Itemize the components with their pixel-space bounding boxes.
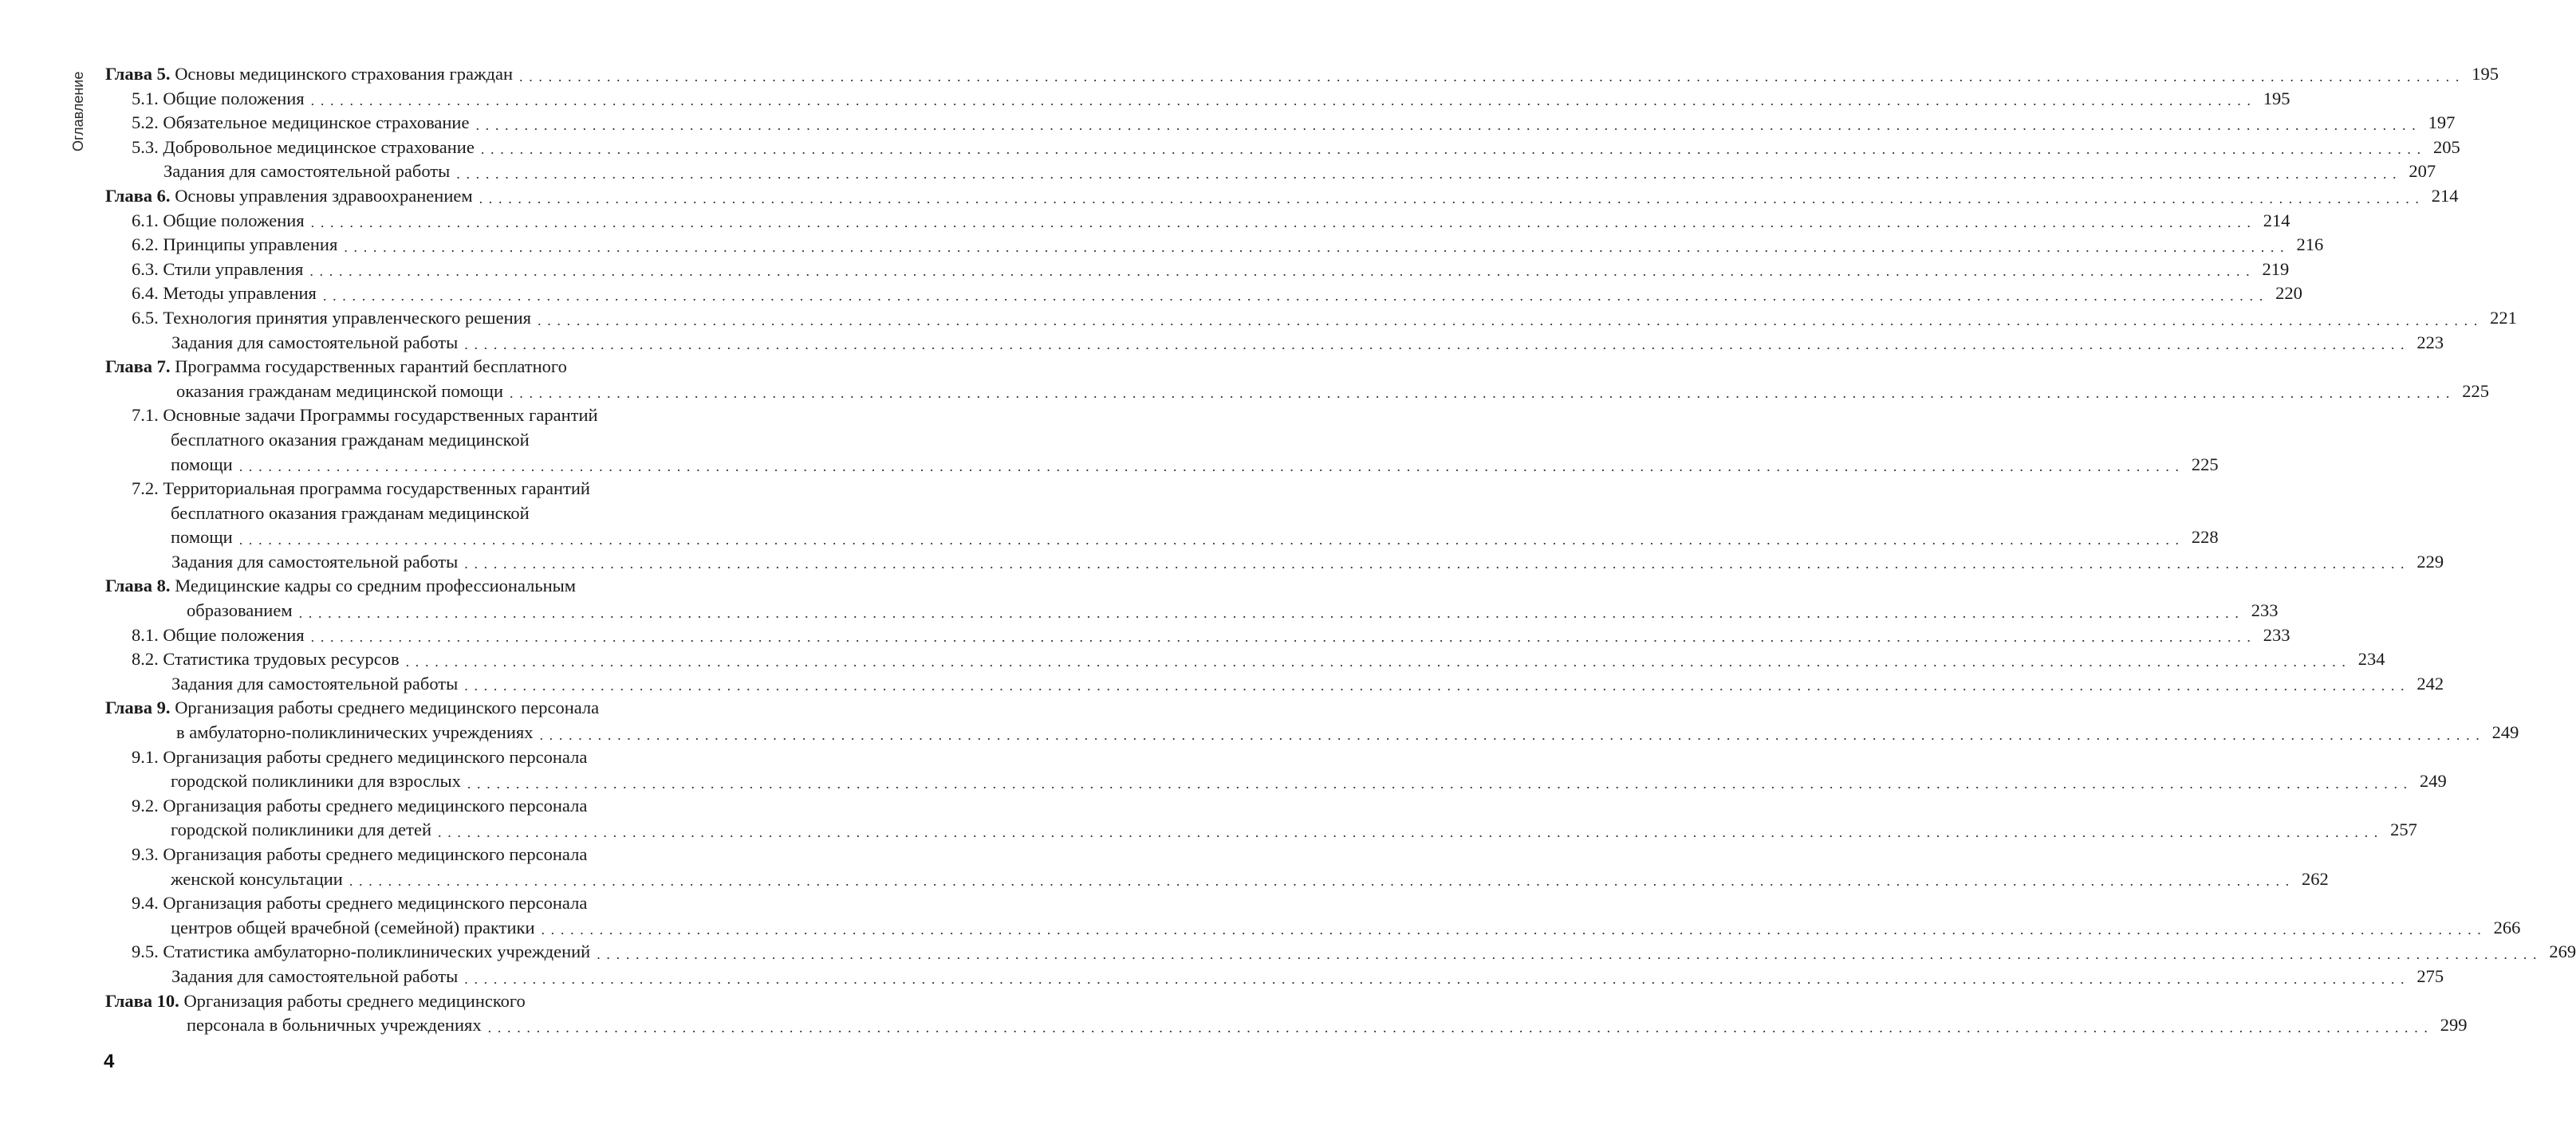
toc-entry bbox=[0, 209, 2290, 234]
toc-entry-title bbox=[105, 989, 526, 1014]
chapter-label: Глава 5. bbox=[105, 64, 171, 84]
toc-entry bbox=[0, 891, 798, 916]
toc-entry bbox=[0, 159, 2436, 184]
toc-entry bbox=[0, 453, 2219, 478]
leader-dots: . . . . . . . . . . . . . . . . . . . . . . . . . . . . . . . . . . . . . . . . . . . . . . . . . . . . . . . . . . . . . . . . . . . . . . . . . . . . . . . . . . . . . . . . . . . . . . . . . . . . . . . . . . . . . . . . . . . . . . . . . . . . . . . . . . . . . . . . . . . . . . . . . . . . . . . . . . . . . . . . . . . . . . . . . . . . . . . . . . . . . . . . . . . . . . . . . . . . . . . . bbox=[344, 238, 2286, 255]
leader-dots: . . . . . . . . . . . . . . . . . . . . . . . . . . . . . . . . . . . . . . . . . . . . . . . . . . . . . . . . . . . . . . . . . . . . . . . . . . . . . . . . . . . . . . . . . . . . . . . . . . . . . . . . . . . . . . . . . . . . . . . . . . . . . . . . . . . . . . . . . . . . . . . . . . . . . . . . . . . . . . . . . . . . . . . . . . . . . . . . . . . . . . . . . . . . . . . . . . . . . . . . bbox=[464, 678, 2406, 694]
chapter-label: Глава 9. bbox=[105, 698, 171, 718]
leader-dots: . . . . . . . . . . . . . . . . . . . . . . . . . . . . . . . . . . . . . . . . . . . . . . . . . . . . . . . . . . . . . . . . . . . . . . . . . . . . . . . . . . . . . . . . . . . . . . . . . . . . . . . . . . . . . . . . . . . . . . . . . . . . . . . . . . . . . . . . . . . . . . . . . . . . . . . . . . . . . . . . . . . . . . . . . . . . . . . . . . . . . . . . . . . . . . . . . . . . . . . . bbox=[238, 531, 2180, 548]
toc-entry-title bbox=[132, 843, 587, 867]
toc-entry-title bbox=[132, 209, 305, 234]
toc-entry bbox=[0, 184, 2459, 209]
toc-entry-page: 233 bbox=[2251, 600, 2279, 621]
toc-entry bbox=[0, 281, 2302, 306]
toc-entry-text: Задания для самостоятельной работы bbox=[171, 551, 459, 572]
toc-entry-page: 225 bbox=[2191, 454, 2219, 474]
leader-dots: . . . . . . . . . . . . . . . . . . . . . . . . . . . . . . . . . . . . . . . . . . . . . . . . . . . . . . . . . . . . . . . . . . . . . . . . . . . . . . . . . . . . . . . . . . . . . . . . . . . . . . . . . . . . . . . . . . . . . . . . . . . . . . . . . . . . . . . . . . . . . . . . . . . . . . . . . . . . . . . . . . . . . . . . . . . . . . . . . . . . . . . . . . . . . . . . . . . . . . . . bbox=[438, 824, 2379, 840]
toc-entry-page: 234 bbox=[2357, 649, 2385, 670]
toc-entry-text: образованием bbox=[187, 600, 293, 621]
toc-entry-text: Задания для самостоятельной работы bbox=[171, 332, 459, 352]
toc-entry-page: 257 bbox=[2390, 820, 2417, 840]
toc-entry bbox=[0, 257, 2290, 282]
toc-entry bbox=[0, 525, 2219, 550]
toc-entry-page: 242 bbox=[2416, 673, 2444, 694]
toc-entry-title bbox=[105, 184, 473, 209]
toc-entry-text: 7.2. Территориальная программа государственных гарантий bbox=[132, 478, 590, 499]
chapter-label: Глава 10. bbox=[105, 990, 179, 1011]
toc-entry bbox=[0, 355, 798, 379]
toc-entry-text: бесплатного оказания гражданам медицинской bbox=[171, 502, 530, 523]
toc-entry bbox=[0, 769, 2447, 794]
leader-dots: . . . . . . . . . . . . . . . . . . . . . . . . . . . . . . . . . . . . . . . . . . . . . . . . . . . . . . . . . . . . . . . . . . . . . . . . . . . . . . . . . . . . . . . . . . . . . . . . . . . . . . . . . . . . . . . . . . . . . . . . . . . . . . . . . . . . . . . . . . . . . . . . . . . . . . . . . . . . . . . . . . . . . . . . . . . . . . . . . . . . . . . . . . . . . . . . . . . . . . . . bbox=[456, 165, 2398, 182]
leader-dots: . . . . . . . . . . . . . . . . . . . . . . . . . . . . . . . . . . . . . . . . . . . . . . . . . . . . . . . . . . . . . . . . . . . . . . . . . . . . . . . . . . . . . . . . . . . . . . . . . . . . . . . . . . . . . . . . . . . . . . . . . . . . . . . . . . . . . . . . . . . . . . . . . . . . . . . . . . . . . . . . . . . . . . . . . . . . . . . . . . . . . . . . . . . . . . . . . . . . . . . . bbox=[309, 263, 2251, 280]
toc-entry bbox=[0, 843, 798, 867]
toc-entry-title bbox=[171, 501, 530, 526]
toc-entry-page: 214 bbox=[2263, 210, 2290, 230]
leader-dots: . . . . . . . . . . . . . . . . . . . . . . . . . . . . . . . . . . . . . . . . . . . . . . . . . . . . . . . . . . . . . . . . . . . . . . . . . . . . . . . . . . . . . . . . . . . . . . . . . . . . . . . . . . . . . . . . . . . . . . . . . . . . . . . . . . . . . . . . . . . . . . . . . . . . . . . . . . . . . . . . . . . . . . . . . . . . . . . . . . . . . . . . . . . . . . . . . . . . . . . . bbox=[310, 629, 2252, 646]
toc-entry-text: Медицинские кадры со средним профессиональным bbox=[170, 576, 577, 596]
toc-entry-title bbox=[171, 525, 233, 550]
toc-entry bbox=[0, 672, 2444, 697]
leader-dots: . . . . . . . . . . . . . . . . . . . . . . . . . . . . . . . . . . . . . . . . . . . . . . . . . . . . . . . . . . . . . . . . . . . . . . . . . . . . . . . . . . . . . . . . . . . . . . . . . . . . . . . . . . . . . . . . . . . . . . . . . . . . . . . . . . . . . . . . . . . . . . . . . . . . . . . . . . . . . . . . . . . . . . . . . . . . . . . . . . . . . . . . . . . . . . . . . . . . . . . . bbox=[298, 604, 2240, 621]
toc-entry-page: 266 bbox=[2493, 917, 2521, 937]
toc-entry-title bbox=[105, 355, 567, 379]
toc-entry bbox=[0, 550, 2444, 575]
toc-entry-title bbox=[132, 940, 590, 965]
toc-entry-text: Организация работы среднего медицинского bbox=[179, 990, 526, 1011]
toc-entry-title bbox=[171, 916, 534, 941]
toc-entry-title bbox=[105, 62, 513, 87]
toc-entry-text: 9.2. Организация работы среднего медицинского персонала bbox=[132, 795, 588, 816]
toc-entry-title bbox=[132, 891, 587, 916]
toc-entry-page: 225 bbox=[2462, 380, 2489, 401]
chapter-label: Глава 7. bbox=[105, 356, 171, 377]
leader-dots: . . . . . . . . . . . . . . . . . . . . . . . . . . . . . . . . . . . . . . . . . . . . . . . . . . . . . . . . . . . . . . . . . . . . . . . . . . . . . . . . . . . . . . . . . . . . . . . . . . . . . . . . . . . . . . . . . . . . . . . . . . . . . . . . . . . . . . . . . . . . . . . . . . . . . . . . . . . . . . . . . . . . . . . . . . . . . . . . . . . . . . . . . . . . . . . . . . . . . . . . bbox=[464, 556, 2406, 572]
toc-entry-page: 249 bbox=[2491, 722, 2519, 743]
toc-entry-text: 6.5. Технология принятия управленческого решения bbox=[132, 307, 532, 328]
leader-dots: . . . . . . . . . . . . . . . . . . . . . . . . . . . . . . . . . . . . . . . . . . . . . . . . . . . . . . . . . . . . . . . . . . . . . . . . . . . . . . . . . . . . . . . . . . . . . . . . . . . . . . . . . . . . . . . . . . . . . . . . . . . . . . . . . . . . . . . . . . . . . . . . . . . . . . . . . . . . . . . . . . . . . . . . . . . . . . . . . . . . . . . . . . . . . . . . . . . . . . . . bbox=[538, 312, 2479, 328]
toc-entry-title bbox=[163, 159, 450, 184]
toc-entry-text: 5.3. Добровольное медицинское страхование bbox=[132, 136, 475, 157]
toc-entry-page: 269 bbox=[2549, 941, 2576, 962]
toc-entry-title bbox=[171, 867, 343, 892]
leader-dots: . . . . . . . . . . . . . . . . . . . . . . . . . . . . . . . . . . . . . . . . . . . . . . . . . . . . . . . . . . . . . . . . . . . . . . . . . . . . . . . . . . . . . . . . . . . . . . . . . . . . . . . . . . . . . . . . . . . . . . . . . . . . . . . . . . . . . . . . . . . . . . . . . . . . . . . . . . . . . . . . . . . . . . . . . . . . . . . . . . . . . . . . . . . . . . . . . . . . . . . . bbox=[539, 726, 2481, 743]
leader-dots: . . . . . . . . . . . . . . . . . . . . . . . . . . . . . . . . . . . . . . . . . . . . . . . . . . . . . . . . . . . . . . . . . . . . . . . . . . . . . . . . . . . . . . . . . . . . . . . . . . . . . . . . . . . . . . . . . . . . . . . . . . . . . . . . . . . . . . . . . . . . . . . . . . . . . . . . . . . . . . . . . . . . . . . . . . . . . . . . . . . . . . . . . . . . . . . . . . . . . . . . bbox=[541, 922, 2483, 938]
leader-dots: . . . . . . . . . . . . . . . . . . . . . . . . . . . . . . . . . . . . . . . . . . . . . . . . . . . . . . . . . . . . . . . . . . . . . . . . . . . . . . . . . . . . . . . . . . . . . . . . . . . . . . . . . . . . . . . . . . . . . . . . . . . . . . . . . . . . . . . . . . . . . . . . . . . . . . . . . . . . . . . . . . . . . . . . . . . . . . . . . . . . . . . . . . . . . . . . . . . . . . . . bbox=[510, 385, 2451, 402]
toc-entry-text: персонала в больничных учреждениях bbox=[187, 1015, 482, 1036]
leader-dots: . . . . . . . . . . . . . . . . . . . . . . . . . . . . . . . . . . . . . . . . . . . . . . . . . . . . . . . . . . . . . . . . . . . . . . . . . . . . . . . . . . . . . . . . . . . . . . . . . . . . . . . . . . . . . . . . . . . . . . . . . . . . . . . . . . . . . . . . . . . . . . . . . . . . . . . . . . . . . . . . . . . . . . . . . . . . . . . . . . . . . . . . . . . . . . . . . . . . . . . . bbox=[464, 970, 2406, 987]
toc-entry-text: центров общей врачебной (семейной) практики bbox=[171, 917, 535, 937]
toc-entry-title bbox=[132, 257, 303, 282]
leader-dots: . . . . . . . . . . . . . . . . . . . . . . . . . . . . . . . . . . . . . . . . . . . . . . . . . . . . . . . . . . . . . . . . . . . . . . . . . . . . . . . . . . . . . . . . . . . . . . . . . . . . . . . . . . . . . . . . . . . . . . . . . . . . . . . . . . . . . . . . . . . . . . . . . . . . . . . . . . . . . . . . . . . . . . . . . . . . . . . . . . . . . . . . . . . . . . . . . . . . . . . . bbox=[405, 653, 2347, 670]
toc-entry-title bbox=[171, 331, 458, 356]
toc-entry-page: 207 bbox=[2409, 161, 2436, 182]
toc-entry-title bbox=[176, 379, 503, 404]
toc-entry-page: 214 bbox=[2431, 185, 2459, 206]
toc-entry-page: 229 bbox=[2416, 551, 2444, 572]
toc-entry bbox=[0, 403, 798, 428]
toc-entry-text: Задания для самостоятельной работы bbox=[171, 965, 459, 986]
toc-entry-title bbox=[132, 477, 590, 501]
leader-dots: . . . . . . . . . . . . . . . . . . . . . . . . . . . . . . . . . . . . . . . . . . . . . . . . . . . . . . . . . . . . . . . . . . . . . . . . . . . . . . . . . . . . . . . . . . . . . . . . . . . . . . . . . . . . . . . . . . . . . . . . . . . . . . . . . . . . . . . . . . . . . . . . . . . . . . . . . . . . . . . . . . . . . . . . . . . . . . . . . . . . . . . . . . . . . . . . . . . . . . . . bbox=[479, 190, 2420, 206]
toc-entry-text: Задания для самостоятельной работы bbox=[163, 161, 451, 182]
toc-entry-page: 195 bbox=[2263, 88, 2290, 108]
toc-entry-text: помощи bbox=[171, 454, 233, 474]
toc-entry-page: 197 bbox=[2428, 112, 2456, 133]
chapter-label: Глава 8. bbox=[105, 576, 171, 596]
leader-dots: . . . . . . . . . . . . . . . . . . . . . . . . . . . . . . . . . . . . . . . . . . . . . . . . . . . . . . . . . . . . . . . . . . . . . . . . . . . . . . . . . . . . . . . . . . . . . . . . . . . . . . . . . . . . . . . . . . . . . . . . . . . . . . . . . . . . . . . . . . . . . . . . . . . . . . . . . . . . . . . . . . . . . . . . . . . . . . . . . . . . . . . . . . . . . . . . . . . . . . . . bbox=[349, 873, 2290, 890]
toc-entry-title bbox=[171, 672, 458, 697]
toc-entry-title bbox=[171, 965, 458, 989]
toc-entry-title bbox=[171, 818, 431, 843]
toc-entry bbox=[0, 306, 2517, 331]
toc-entry-text: 9.1. Организация работы среднего медицинского персонала bbox=[132, 746, 588, 767]
toc-entry-title bbox=[171, 550, 458, 575]
toc-entry-text: женской консультации bbox=[171, 868, 343, 889]
leader-dots: . . . . . . . . . . . . . . . . . . . . . . . . . . . . . . . . . . . . . . . . . . . . . . . . . . . . . . . . . . . . . . . . . . . . . . . . . . . . . . . . . . . . . . . . . . . . . . . . . . . . . . . . . . . . . . . . . . . . . . . . . . . . . . . . . . . . . . . . . . . . . . . . . . . . . . . . . . . . . . . . . . . . . . . . . . . . . . . . . . . . . . . . . . . . . . . . . . . . . . . . bbox=[475, 116, 2417, 133]
toc-entry-text: Программа государственных гарантий бесплатного bbox=[170, 356, 567, 377]
toc-entry-title bbox=[132, 306, 531, 331]
toc-entry-text: помощи bbox=[171, 527, 233, 548]
toc-entry-text: 6.3. Стили управления bbox=[132, 258, 304, 279]
leader-dots: . . . . . . . . . . . . . . . . . . . . . . . . . . . . . . . . . . . . . . . . . . . . . . . . . . . . . . . . . . . . . . . . . . . . . . . . . . . . . . . . . . . . . . . . . . . . . . . . . . . . . . . . . . . . . . . . . . . . . . . . . . . . . . . . . . . . . . . . . . . . . . . . . . . . . . . . . . . . . . . . . . . . . . . . . . . . . . . . . . . . . . . . . . . . . . . . . . . . . . . . bbox=[487, 1019, 2429, 1036]
toc-entry-text: бесплатного оказания гражданам медицинской bbox=[171, 429, 530, 450]
toc-entry-title bbox=[187, 599, 293, 623]
toc-entry-title bbox=[171, 769, 461, 794]
toc-entry-text: 9.4. Организация работы среднего медицинского персонала bbox=[132, 893, 588, 914]
toc-entry-page: 205 bbox=[2432, 136, 2460, 157]
leader-dots: . . . . . . . . . . . . . . . . . . . . . . . . . . . . . . . . . . . . . . . . . . . . . . . . . . . . . . . . . . . . . . . . . . . . . . . . . . . . . . . . . . . . . . . . . . . . . . . . . . . . . . . . . . . . . . . . . . . . . . . . . . . . . . . . . . . . . . . . . . . . . . . . . . . . . . . . . . . . . . . . . . . . . . . . . . . . . . . . . . . . . . . . . . . . . . . . . . . . . . . . bbox=[464, 336, 2406, 353]
leader-dots: . . . . . . . . . . . . . . . . . . . . . . . . . . . . . . . . . . . . . . . . . . . . . . . . . . . . . . . . . . . . . . . . . . . . . . . . . . . . . . . . . . . . . . . . . . . . . . . . . . . . . . . . . . . . . . . . . . . . . . . . . . . . . . . . . . . . . . . . . . . . . . . . . . . . . . . . . . . . . . . . . . . . . . . . . . . . . . . . . . . . . . . . . . . . . . . . . . . . . . . . bbox=[480, 141, 2422, 158]
toc-entry-text: 5.2. Обязательное медицинское страхование bbox=[132, 112, 470, 133]
toc-entry-text: городской поликлиники для взрослых bbox=[171, 771, 461, 792]
toc-entry bbox=[0, 111, 2456, 136]
toc-entry-text: 6.4. Методы управления bbox=[132, 283, 317, 304]
toc-entry-title bbox=[132, 623, 305, 648]
toc-entry-title bbox=[132, 233, 337, 257]
toc-entry-page: 216 bbox=[2296, 234, 2324, 255]
toc-entry-text: 6.1. Общие положения bbox=[132, 210, 305, 230]
toc-entry bbox=[0, 233, 2324, 257]
toc-entry bbox=[0, 477, 798, 501]
page-number: 4 bbox=[104, 1051, 115, 1072]
toc-entry-page: 220 bbox=[2275, 283, 2302, 304]
toc-entry-page: 221 bbox=[2490, 307, 2517, 328]
toc-entry-page: 299 bbox=[2440, 1015, 2468, 1036]
toc-entry-title bbox=[105, 574, 576, 599]
toc-entry-title bbox=[132, 403, 598, 428]
toc-entry bbox=[0, 599, 2279, 623]
toc-entry-title bbox=[187, 1013, 482, 1038]
toc-entry-page: 275 bbox=[2416, 965, 2444, 986]
toc-entry-text: оказания гражданам медицинской помощи bbox=[176, 380, 504, 401]
running-header-text: Оглавление bbox=[70, 71, 86, 151]
toc-entry bbox=[0, 721, 2519, 745]
toc-entry bbox=[0, 867, 2329, 892]
leader-dots: . . . . . . . . . . . . . . . . . . . . . . . . . . . . . . . . . . . . . . . . . . . . . . . . . . . . . . . . . . . . . . . . . . . . . . . . . . . . . . . . . . . . . . . . . . . . . . . . . . . . . . . . . . . . . . . . . . . . . . . . . . . . . . . . . . . . . . . . . . . . . . . . . . . . . . . . . . . . . . . . . . . . . . . . . . . . . . . . . . . . . . . . . . . . . . . . . . . . . . . . bbox=[597, 945, 2539, 962]
toc-entry bbox=[0, 696, 798, 721]
toc-entry-page: 228 bbox=[2191, 527, 2219, 548]
leader-dots: . . . . . . . . . . . . . . . . . . . . . . . . . . . . . . . . . . . . . . . . . . . . . . . . . . . . . . . . . . . . . . . . . . . . . . . . . . . . . . . . . . . . . . . . . . . . . . . . . . . . . . . . . . . . . . . . . . . . . . . . . . . . . . . . . . . . . . . . . . . . . . . . . . . . . . . . . . . . . . . . . . . . . . . . . . . . . . . . . . . . . . . . . . . . . . . . . . . . . . . . bbox=[310, 214, 2252, 231]
toc-entry bbox=[0, 1013, 2468, 1038]
toc-entry bbox=[0, 87, 2290, 112]
toc-entry bbox=[0, 989, 798, 1014]
toc-entry-text: Организация работы среднего медицинского персонала bbox=[170, 698, 600, 718]
toc-entry-page: 223 bbox=[2416, 332, 2444, 352]
toc-entry-title bbox=[171, 428, 530, 453]
toc-entry bbox=[0, 623, 2290, 648]
toc-entry bbox=[0, 965, 2444, 989]
toc-entry-text: 6.2. Принципы управления bbox=[132, 234, 338, 255]
toc-entry-title bbox=[132, 111, 469, 136]
toc-entry-text: 8.1. Общие положения bbox=[132, 624, 305, 645]
toc-entry bbox=[0, 794, 798, 819]
leader-dots: . . . . . . . . . . . . . . . . . . . . . . . . . . . . . . . . . . . . . . . . . . . . . . . . . . . . . . . . . . . . . . . . . . . . . . . . . . . . . . . . . . . . . . . . . . . . . . . . . . . . . . . . . . . . . . . . . . . . . . . . . . . . . . . . . . . . . . . . . . . . . . . . . . . . . . . . . . . . . . . . . . . . . . . . . . . . . . . . . . . . . . . . . . . . . . . . . . . . . . . . bbox=[310, 92, 2252, 109]
toc-entry-title bbox=[132, 647, 400, 672]
toc-entry bbox=[0, 647, 2385, 672]
toc-entry-title bbox=[132, 136, 475, 160]
leader-dots: . . . . . . . . . . . . . . . . . . . . . . . . . . . . . . . . . . . . . . . . . . . . . . . . . . . . . . . . . . . . . . . . . . . . . . . . . . . . . . . . . . . . . . . . . . . . . . . . . . . . . . . . . . . . . . . . . . . . . . . . . . . . . . . . . . . . . . . . . . . . . . . . . . . . . . . . . . . . . . . . . . . . . . . . . . . . . . . . . . . . . . . . . . . . . . . . . . . . . . . . bbox=[322, 287, 2264, 304]
toc-entry bbox=[0, 574, 798, 599]
toc-entry-title bbox=[176, 721, 533, 745]
toc-entry-title bbox=[105, 696, 599, 721]
table-of-contents bbox=[0, 62, 2576, 1038]
toc-entry bbox=[0, 331, 2444, 356]
toc-entry-text: в амбулаторно-поликлинических учреждениях bbox=[176, 722, 534, 743]
leader-dots: . . . . . . . . . . . . . . . . . . . . . . . . . . . . . . . . . . . . . . . . . . . . . . . . . . . . . . . . . . . . . . . . . . . . . . . . . . . . . . . . . . . . . . . . . . . . . . . . . . . . . . . . . . . . . . . . . . . . . . . . . . . . . . . . . . . . . . . . . . . . . . . . . . . . . . . . . . . . . . . . . . . . . . . . . . . . . . . . . . . . . . . . . . . . . . . . . . . . . . . . bbox=[238, 458, 2180, 475]
toc-entry-page: 249 bbox=[2420, 771, 2447, 792]
toc-entry-page: 219 bbox=[2262, 258, 2290, 279]
toc-entry-title bbox=[171, 453, 233, 478]
toc-entry bbox=[0, 136, 2460, 160]
toc-entry-page: 233 bbox=[2263, 624, 2290, 645]
toc-entry bbox=[0, 428, 798, 453]
toc-entry-text: 9.5. Статистика амбулаторно-поликлинических учреждений bbox=[132, 941, 591, 962]
toc-entry bbox=[0, 940, 2576, 965]
toc-entry-text: Основы управления здравоохранением bbox=[170, 185, 473, 206]
toc-entry-title bbox=[132, 745, 587, 770]
toc-entry-text: Задания для самостоятельной работы bbox=[171, 673, 459, 694]
toc-entry bbox=[0, 62, 2499, 87]
chapter-label: Глава 6. bbox=[105, 185, 171, 206]
toc-entry bbox=[0, 916, 2521, 941]
toc-entry-text: 9.3. Организация работы среднего медицинского персонала bbox=[132, 844, 588, 864]
toc-entry-text: 7.1. Основные задачи Программы государственных гарантий bbox=[132, 405, 598, 426]
leader-dots: . . . . . . . . . . . . . . . . . . . . . . . . . . . . . . . . . . . . . . . . . . . . . . . . . . . . . . . . . . . . . . . . . . . . . . . . . . . . . . . . . . . . . . . . . . . . . . . . . . . . . . . . . . . . . . . . . . . . . . . . . . . . . . . . . . . . . . . . . . . . . . . . . . . . . . . . . . . . . . . . . . . . . . . . . . . . . . . . . . . . . . . . . . . . . . . . . . . . . . . . bbox=[519, 68, 2460, 85]
toc-entry-title bbox=[132, 87, 305, 112]
leader-dots: . . . . . . . . . . . . . . . . . . . . . . . . . . . . . . . . . . . . . . . . . . . . . . . . . . . . . . . . . . . . . . . . . . . . . . . . . . . . . . . . . . . . . . . . . . . . . . . . . . . . . . . . . . . . . . . . . . . . . . . . . . . . . . . . . . . . . . . . . . . . . . . . . . . . . . . . . . . . . . . . . . . . . . . . . . . . . . . . . . . . . . . . . . . . . . . . . . . . . . . . bbox=[467, 775, 2409, 792]
toc-entry-text: 8.2. Статистика трудовых ресурсов bbox=[132, 649, 400, 670]
toc-entry-text: 5.1. Общие положения bbox=[132, 88, 305, 108]
toc-entry-title bbox=[132, 794, 587, 819]
toc-entry bbox=[0, 501, 798, 526]
toc-entry-page: 195 bbox=[2472, 64, 2499, 84]
toc-entry-page: 262 bbox=[2302, 868, 2329, 889]
toc-entry-text: Основы медицинского страхования граждан bbox=[170, 64, 514, 84]
toc-entry-title bbox=[132, 281, 317, 306]
toc-entry bbox=[0, 818, 2417, 843]
toc-entry-text: городской поликлиники для детей bbox=[171, 820, 431, 840]
toc-entry bbox=[0, 745, 798, 770]
toc-entry bbox=[0, 379, 2489, 404]
